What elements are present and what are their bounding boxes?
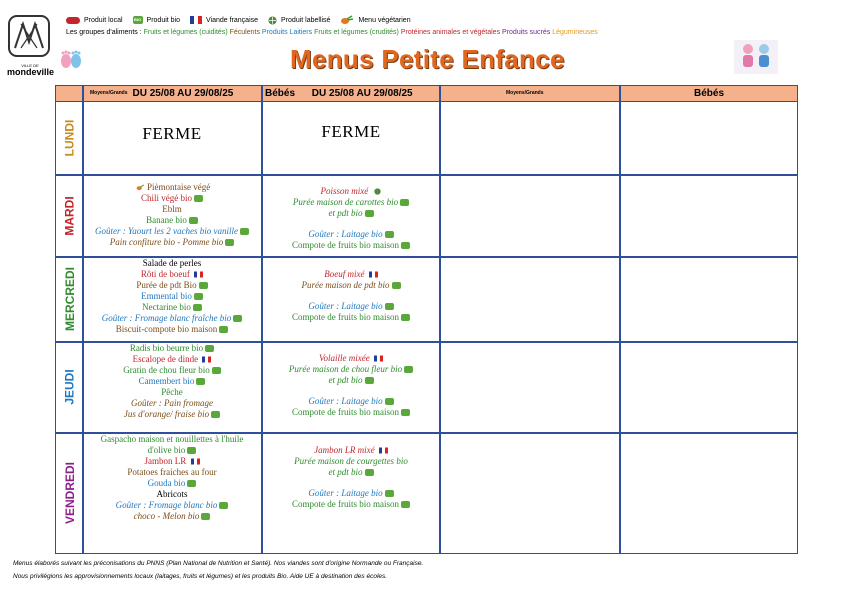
lundi-bb-ferme: FERME bbox=[321, 122, 381, 141]
bio-icon bbox=[194, 293, 203, 300]
lundi-mg-ferme: FERME bbox=[142, 124, 202, 143]
header-moyens-grands-2 bbox=[506, 86, 549, 101]
vegetables-icon bbox=[340, 15, 354, 25]
label-globe-icon bbox=[268, 16, 277, 25]
mardi-bb-menu bbox=[263, 186, 439, 251]
menu-item: Jus d'orange/ fraise bio bbox=[84, 409, 260, 420]
day-label-mardi: MARDI bbox=[62, 195, 77, 236]
menu-item: Pièmontaise végé bbox=[84, 182, 260, 193]
group-fruits-crudites: Fruits et légumes (cuidités) bbox=[143, 29, 228, 36]
french-flag-icon bbox=[202, 356, 211, 363]
bio-icon bbox=[365, 469, 374, 476]
menu-item: choco - Melon bio bbox=[84, 511, 260, 522]
menu-item: Abricots bbox=[156, 489, 188, 499]
french-flag-icon bbox=[191, 458, 200, 465]
french-flag-icon bbox=[369, 271, 378, 278]
day-label-lundi: LUNDI bbox=[62, 119, 77, 157]
menu-item: Biscuit-compote bio maison bbox=[84, 324, 260, 335]
menu-item: Poisson mixé bbox=[263, 186, 439, 197]
menu-item: d'olive bio bbox=[84, 445, 260, 456]
menu-item: Goûter : Laitage bio bbox=[263, 396, 439, 407]
legend-bio bbox=[133, 16, 180, 24]
bio-icon bbox=[385, 490, 394, 497]
menu-item: Goûter : Fromage blanc bio bbox=[84, 500, 260, 511]
bio-icon bbox=[201, 513, 210, 520]
menu-item: Goûter : Fromage blanc fraîche bio bbox=[84, 313, 260, 324]
bio-icon bbox=[205, 345, 214, 352]
vegetables-icon bbox=[136, 184, 145, 191]
menu-item: Gratin de chou fleur bio bbox=[84, 365, 260, 376]
bio-icon bbox=[193, 304, 202, 311]
bio-icon bbox=[187, 480, 196, 487]
bio-icon bbox=[401, 314, 410, 321]
bio-icon bbox=[196, 378, 205, 385]
bio-icon bbox=[211, 411, 220, 418]
header-col1-date: DU 25/08 AU 29/08/25 bbox=[132, 88, 234, 100]
jeudi-bb-menu bbox=[263, 353, 439, 418]
mercredi-mg-menu bbox=[84, 258, 260, 335]
bio-icon bbox=[385, 303, 394, 310]
menu-item: Jambon LR mixé bbox=[263, 445, 439, 456]
header-col2-date: DU 25/08 AU 29/08/25 bbox=[311, 88, 413, 99]
header-bebes bbox=[265, 86, 413, 101]
day-label-mercredi: MERCREDI bbox=[62, 266, 77, 332]
menu-item: Volaille mixée bbox=[263, 353, 439, 364]
bio-icon bbox=[219, 326, 228, 333]
header-moyens-grands bbox=[90, 86, 233, 101]
food-groups bbox=[66, 29, 598, 36]
menu-item: Purée maison de carottes bio bbox=[263, 197, 439, 208]
legend-vegetarien bbox=[340, 15, 410, 25]
vendredi-bb-menu bbox=[263, 445, 439, 510]
menu-item: Compote de fruits bio maison bbox=[263, 407, 439, 418]
menu-item: Boeuf mixé bbox=[263, 269, 439, 280]
day-lundi bbox=[56, 102, 83, 174]
menu-item: Goûter : Laitage bio bbox=[263, 488, 439, 499]
bio-icon bbox=[365, 210, 374, 217]
legend-viande bbox=[190, 16, 258, 24]
menu-item: Banane bio bbox=[84, 215, 260, 226]
menu-item: Gaspacho maison et nouillettes à l'huile bbox=[100, 434, 244, 444]
day-mardi bbox=[56, 175, 83, 256]
bio-icon bbox=[392, 282, 401, 289]
group-sucres: Produits sucrés bbox=[502, 29, 551, 36]
bio-icon bbox=[194, 195, 203, 202]
groups-intro: Les groupes d'aliments : bbox=[66, 29, 142, 36]
jeudi-mg-menu bbox=[84, 343, 260, 420]
menu-item: et pdt bio bbox=[263, 208, 439, 219]
menu-item: Purée maison de pdt bio bbox=[263, 280, 439, 291]
menu-item: Compote de fruits bio maison bbox=[263, 499, 439, 510]
bio-icon bbox=[404, 366, 413, 373]
legend-bio-label: Produit bio bbox=[146, 16, 180, 24]
menu-item: Pêche bbox=[161, 387, 183, 397]
bio-icon bbox=[365, 377, 374, 384]
bio-icon bbox=[225, 239, 234, 246]
menu-item: Compote de fruits bio maison bbox=[263, 240, 439, 251]
menu-item: Purée maison de chou fleur bio bbox=[263, 364, 439, 375]
menu-item: Compote de fruits bio maison bbox=[263, 312, 439, 323]
group-laitiers: Produits Laitiers bbox=[261, 29, 313, 36]
menu-item: Nectarine bio bbox=[84, 302, 260, 313]
bio-icon bbox=[233, 315, 242, 322]
legend-bellise bbox=[268, 16, 330, 25]
french-flag-icon bbox=[194, 271, 203, 278]
menu-item: Rôti de boeuf bbox=[84, 269, 260, 280]
label-globe-icon bbox=[373, 188, 382, 195]
logo-ville: VILLE DE bbox=[21, 63, 39, 68]
footer-line-2: Nous privilégions les approvisionnements locaux (laitages, fruits et légumes) et les produits Bio. Aide UE à destination des écoles. bbox=[13, 573, 388, 580]
bio-icon bbox=[385, 398, 394, 405]
bio-icon bbox=[189, 217, 198, 224]
legend-bellise-label: Produit labellisé bbox=[281, 16, 331, 24]
menu-item: Salade de perles bbox=[142, 258, 202, 268]
bio-icon bbox=[401, 409, 410, 416]
logo-mark-icon bbox=[7, 14, 51, 58]
mardi-mg-menu bbox=[84, 182, 260, 248]
bio-icon bbox=[401, 501, 410, 508]
french-flag-icon bbox=[379, 447, 388, 454]
menu-item: Jambon LR bbox=[84, 456, 260, 467]
vendredi-mg-menu bbox=[84, 434, 260, 522]
french-flag-icon bbox=[374, 355, 383, 362]
bio-icon bbox=[385, 231, 394, 238]
divider bbox=[619, 86, 621, 553]
header-col4-label: Bébés bbox=[694, 88, 725, 99]
day-label-jeudi: JEUDI bbox=[62, 369, 77, 405]
legend-local bbox=[66, 17, 123, 24]
bio-icon bbox=[400, 199, 409, 206]
legend-vegetarien-label: Menu végétarien bbox=[358, 16, 411, 24]
legend bbox=[66, 13, 421, 27]
day-jeudi bbox=[56, 342, 83, 432]
children-illustration-icon bbox=[734, 40, 778, 74]
group-proteines: Protéines animales et végétales bbox=[400, 29, 501, 36]
menu-item: Goûter : Laitage bio bbox=[263, 301, 439, 312]
header-bebes-2 bbox=[694, 86, 724, 101]
logo-town: mondeville bbox=[7, 67, 55, 77]
french-flag-icon bbox=[190, 16, 202, 24]
menu-item: Escalope de dinde bbox=[84, 354, 260, 365]
menu-item: Emmental bio bbox=[84, 291, 260, 302]
menu-item: Goûter : Laitage bio bbox=[263, 229, 439, 240]
menu-item: Purée de pdt Bio bbox=[84, 280, 260, 291]
page-title: Menus Petite Enfance bbox=[290, 44, 565, 74]
bio-icon bbox=[240, 228, 249, 235]
header-col2-label: Bébés bbox=[265, 88, 296, 99]
menu-item: Pain confiture bio - Pomme bio bbox=[84, 237, 260, 248]
group-legumineuses: Légumineuses bbox=[552, 29, 598, 36]
menu-item: Goûter : Yaourt les 2 vaches bio vanille bbox=[84, 226, 260, 237]
divider bbox=[56, 174, 797, 176]
menu-item: Camembert bio bbox=[84, 376, 260, 387]
menu-item: Purée maison de courgettes bio bbox=[294, 456, 408, 466]
mercredi-bb-menu bbox=[263, 269, 439, 323]
menu-item: Radis bio beurre bio bbox=[84, 343, 260, 354]
mondeville-logo bbox=[7, 14, 55, 77]
footer-line-1: Menus élaborés suivant les préconisations du PNNS (Plan National de Nutrition et Santé). Nos viandes sont d'origine Normande ou Française. bbox=[13, 560, 424, 567]
menu-item: Chili végé bio bbox=[84, 193, 260, 204]
menu-item: et pdt bio bbox=[263, 375, 439, 386]
header-col1-small: Moyens/Grands bbox=[90, 90, 128, 96]
baby-feet-icon bbox=[58, 48, 84, 70]
divider bbox=[439, 86, 441, 553]
bio-icon: BIO bbox=[133, 17, 142, 22]
header-col3-small: Moyens/Grands bbox=[506, 90, 544, 96]
bio-icon bbox=[199, 282, 208, 289]
bio-icon bbox=[219, 502, 228, 509]
local-product-icon bbox=[66, 17, 80, 24]
group-feculents: Féculents bbox=[229, 29, 260, 36]
bio-icon bbox=[187, 447, 196, 454]
legend-local-label: Produit local bbox=[84, 16, 123, 24]
day-label-vendredi: VENDREDI bbox=[62, 461, 77, 525]
menu-item: Gouda bio bbox=[84, 478, 260, 489]
menu-item: Goûter : Pain fromage bbox=[131, 398, 213, 408]
bio-icon bbox=[212, 367, 221, 374]
day-vendredi bbox=[56, 433, 83, 553]
bio-icon bbox=[401, 242, 410, 249]
legend-viande-label: Viande française bbox=[206, 16, 259, 24]
menu-item: et pdt bio bbox=[263, 467, 439, 478]
menu-item: Potatoes fraiches au four bbox=[127, 467, 217, 477]
group-fruits-cuits: Fruits et légumes (crudités) bbox=[314, 29, 399, 36]
menu-grid bbox=[55, 85, 798, 554]
menu-item: Eblm bbox=[162, 204, 182, 214]
day-mercredi bbox=[56, 257, 83, 341]
